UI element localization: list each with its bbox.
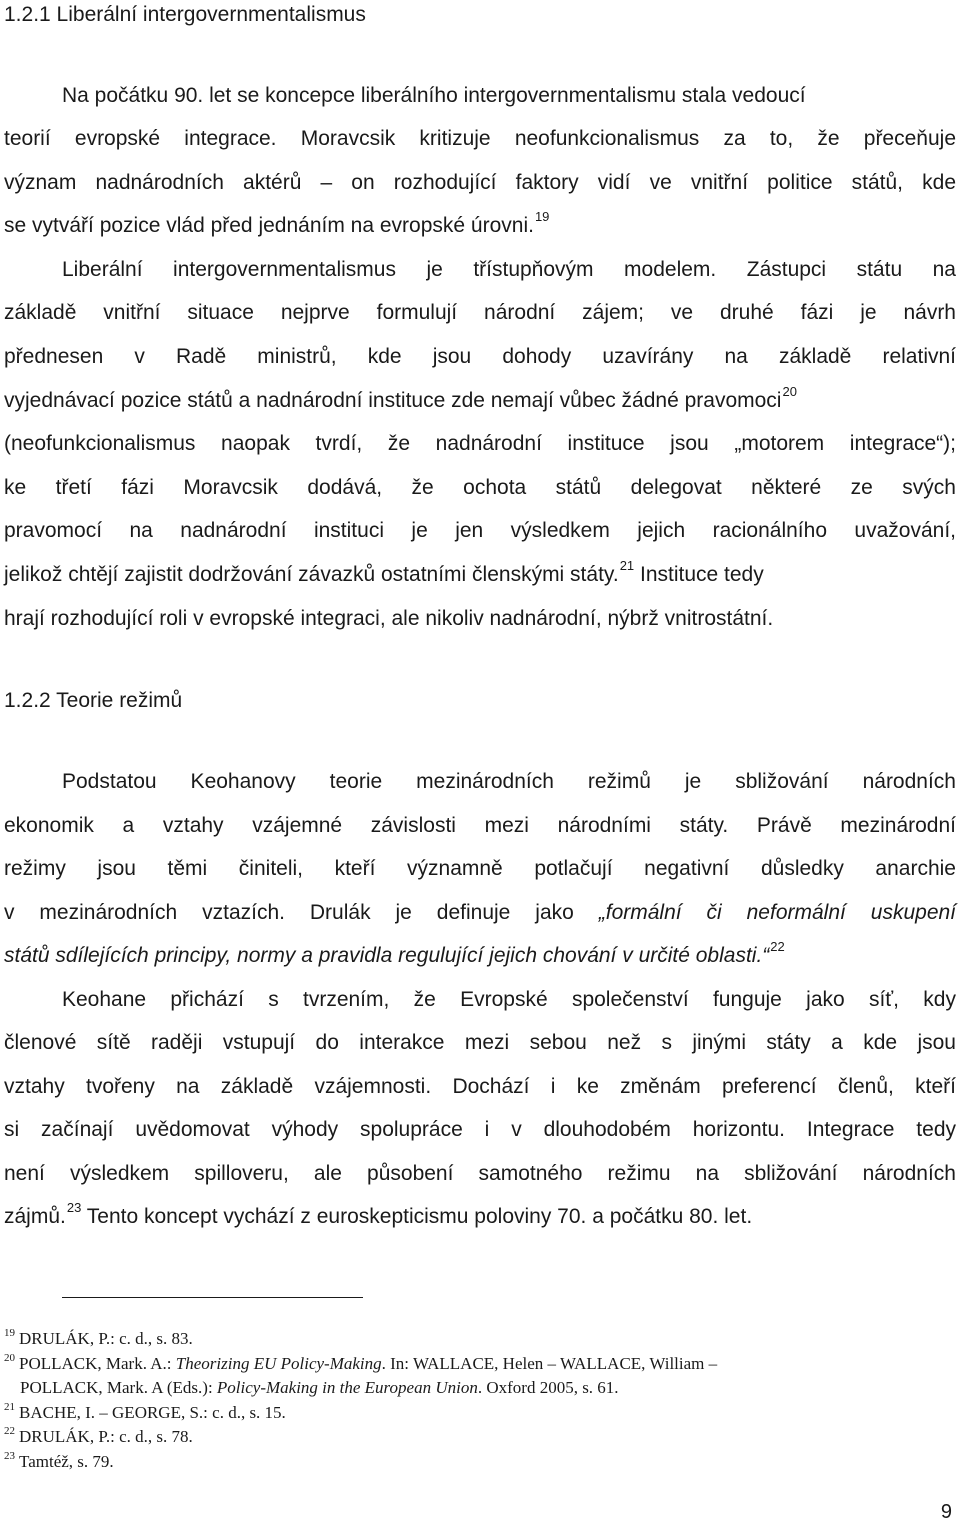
paragraph-line: (neofunkcionalismus naopak tvrdí, že nadnárodní instituce jsou „motorem integrace“); — [4, 432, 956, 455]
footnote-number: 22 — [4, 1425, 15, 1437]
footnote-23 — [4, 1450, 956, 1474]
paragraph-line: vztahy tvořeny na základě vzájemnosti. Dochází i ke změnám preferencí členů, kteří — [4, 1075, 956, 1098]
paragraph-line: hrají rozhodující roli v evropské integraci, ale nikoliv nadnárodní, nýbrž vnitrostátní. — [4, 607, 774, 630]
footnote-title: Theorizing EU Policy-Making — [175, 1354, 382, 1373]
section-heading-2: 1.2.2 Teorie režimů — [4, 689, 183, 712]
page-number: 9 — [940, 1501, 952, 1523]
paragraph-line: význam nadnárodních aktérů – on rozhodující faktory vidí ve vnitřní politice států, kde — [4, 171, 956, 194]
footnote-text: . In: WALLACE, Helen – WALLACE, William – — [381, 1354, 718, 1373]
paragraph-line: si začínají uvědomovat výhody spolupráce i v dlouhodobém horizontu. Integrace tedy — [4, 1118, 956, 1141]
paragraph-line: přednesen v Radě ministrů, kde jsou dohody uzavírány na základě relativní — [4, 345, 956, 368]
paragraph-line: Liberální intergovernmentalismus je třístupňovým modelem. Zástupci státu na — [62, 258, 956, 281]
paragraph-line: Na počátku 90. let se koncepce liberálního intergovernmentalismu stala vedoucí — [62, 84, 806, 107]
footnote-text: BACHE, I. – GEORGE, S.: c. d., s. 15. — [19, 1403, 286, 1422]
footnote-19 — [4, 1327, 956, 1351]
footnote-21 — [4, 1401, 956, 1425]
paragraph-text: zájmů. — [4, 1205, 66, 1228]
paragraph-line: základě vnitřní situace nejprve formulují národní zájem; ve druhé fázi je návrh — [4, 301, 956, 324]
paragraph-line — [4, 941, 956, 971]
paragraph-line: Keohane přichází s tvrzením, že Evropské společenství funguje jako síť, kdy — [62, 988, 956, 1011]
footnote-text: POLLACK, Mark. A (Eds.): — [20, 1378, 217, 1397]
section-heading-1: 1.2.1 Liberální intergovernmentalismus — [4, 3, 366, 26]
footnote-ref-19: 19 — [534, 209, 550, 224]
footnote-text: Tamtéž, s. 79. — [19, 1452, 114, 1471]
paragraph-text: Tento koncept vychází z euroskepticismu poloviny 70. a počátku 80. let. — [81, 1205, 753, 1228]
paragraph-text: vyjednávací pozice států a nadnárodní instituce zde nemají vůbec žádné pravomoci — [4, 389, 782, 412]
paragraph-text: v mezinárodních vztazích. Drulák je definuje jako — [4, 901, 599, 924]
paragraph-text: se vytváří pozice vlád před jednáním na evropské úrovni. — [4, 214, 534, 237]
footnote-number: 21 — [4, 1401, 15, 1413]
footnote-22 — [4, 1425, 956, 1449]
footnote-number: 19 — [4, 1327, 15, 1339]
paragraph-line — [4, 386, 944, 416]
footnote-number: 23 — [4, 1450, 15, 1462]
paragraph-line — [4, 211, 956, 241]
paragraph-line: není výsledkem spilloveru, ale působení samotného režimu na sbližování národních — [4, 1162, 956, 1185]
footnote-text: . Oxford 2005, s. 61. — [477, 1378, 619, 1397]
paragraph-line: Podstatou Keohanovy teorie mezinárodních režimů je sbližování národních — [62, 770, 956, 793]
footnote-text: DRULÁK, P.: c. d., s. 83. — [19, 1329, 193, 1348]
footnote-ref-21: 21 — [619, 558, 635, 573]
paragraph-line — [4, 1202, 956, 1232]
footnote-20 — [4, 1352, 956, 1376]
footnote-text: DRULÁK, P.: c. d., s. 78. — [19, 1427, 193, 1446]
footnote-ref-23: 23 — [66, 1200, 82, 1215]
paragraph-line — [4, 898, 956, 928]
paragraph-text: Instituce tedy — [634, 563, 764, 586]
footnote-title: Policy-Making in the European Union — [216, 1378, 478, 1397]
paragraph-line — [4, 560, 956, 590]
quoted-definition: států sdílejících principy, normy a pravidla regulující jejich chování v určité oblasti.“ — [4, 944, 770, 967]
footnote-ref-22: 22 — [770, 939, 785, 954]
quoted-definition: „formální či neformální uskupení — [598, 901, 957, 924]
paragraph-line: teorií evropské integrace. Moravcsik kritizuje neofunkcionalismus za to, že přeceňuje — [4, 127, 956, 150]
paragraph-line: režimy jsou těmi činiteli, kteří významně potlačují negativní důsledky anarchie — [4, 857, 956, 880]
paragraph-line: pravomocí na nadnárodní instituci je jen výsledkem jejich racionálního uvažování, — [4, 519, 956, 542]
footnote-text: POLLACK, Mark. A.: — [19, 1354, 176, 1373]
paragraph-text: jelikož chtějí zajistit dodržování závazků ostatními členskými státy. — [4, 563, 619, 586]
paragraph-line: ke třetí fázi Moravcsik dodává, že ochota států delegovat některé ze svých — [4, 476, 956, 499]
footnote-ref-20: 20 — [782, 384, 797, 399]
footnote-20-continued — [20, 1376, 956, 1400]
footnote-number: 20 — [4, 1352, 15, 1364]
paragraph-line: ekonomik a vztahy vzájemné závislosti mezi národními státy. Právě mezinárodní — [4, 814, 956, 837]
paragraph-line: členové sítě raději vstupují do interakce mezi sebou než s jinými státy a kde jsou — [4, 1031, 956, 1054]
footnote-separator — [62, 1297, 363, 1298]
